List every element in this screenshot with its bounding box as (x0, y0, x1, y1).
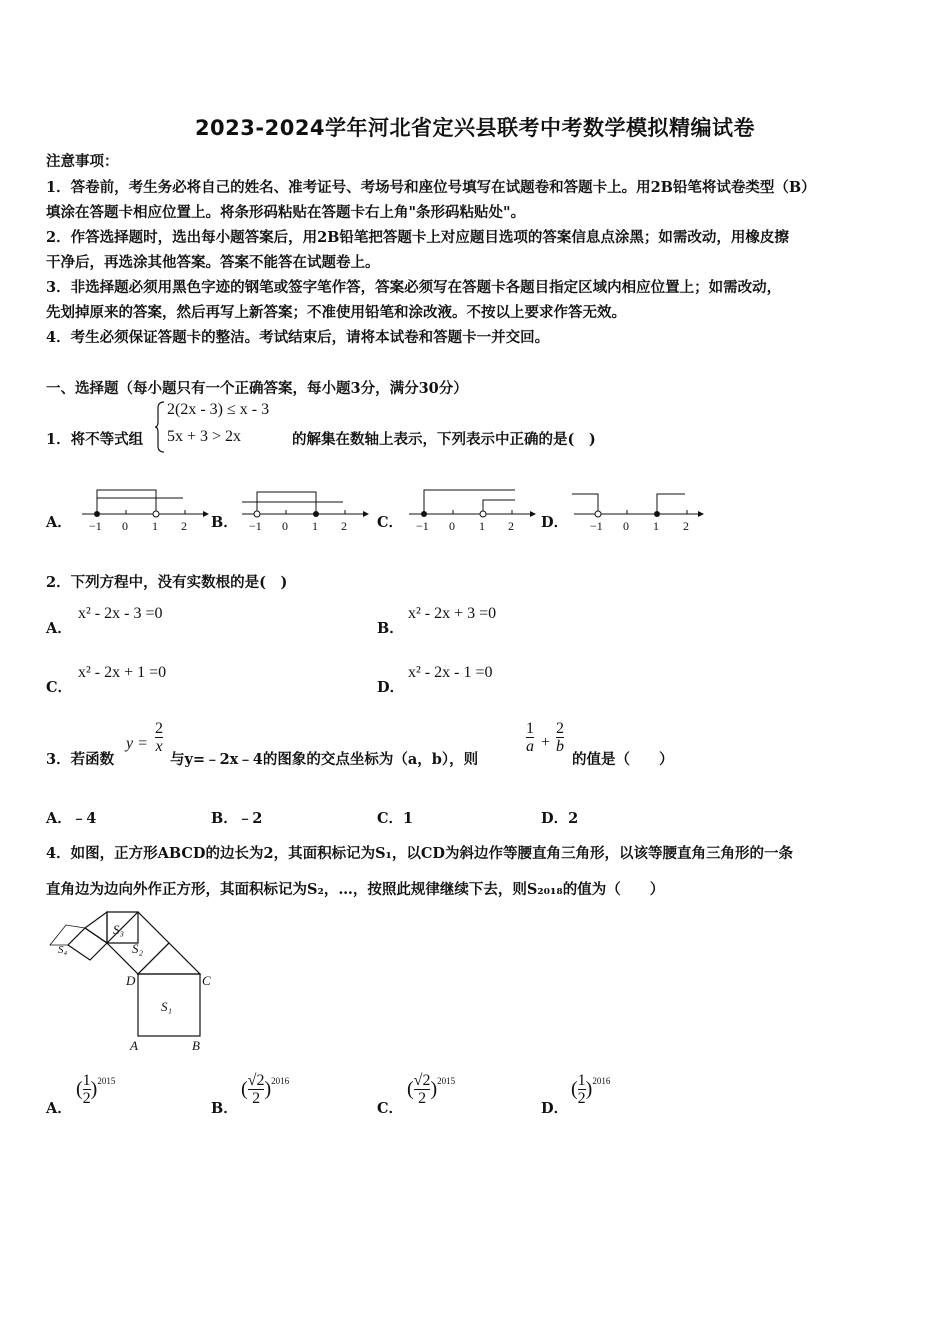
notes-line: 干净后，再选涂其他答案。答案不能答在试题卷上。 (46, 254, 380, 271)
numerator: 2 (155, 720, 163, 737)
section-heading: 一、选择题（每小题只有一个正确答案，每小题3分，满分30分） (46, 380, 468, 397)
notes-line: 3．非选择题必须用黑色字迹的钢笔或签字笔作答，答案必须写在答题卡各题目指定区域内相应位置上；如需改动， (46, 279, 782, 296)
tick-label: 1 (312, 519, 318, 533)
brace-icon (154, 400, 166, 454)
q1-option-a-label: A． (46, 514, 72, 531)
q2-option-d-expr: x² - 2x - 1 =0 (408, 664, 493, 681)
tick-label: 2 (508, 519, 514, 533)
q4-option-c-expr: ( $\frac{√2}{2}$ )$^{2015}$ (407, 1072, 456, 1107)
q1-stem-tail: 的解集在数轴上表示，下列表示中正确的是( ) (292, 431, 596, 448)
q2-option-b-label: B． (377, 620, 404, 637)
q3-stem-tail: 的值是（ ） (572, 751, 674, 768)
q2-option-a-expr: x² - 2x - 3 =0 (78, 605, 163, 622)
q3-fn-fraction (155, 720, 163, 755)
tick-label: 0 (122, 519, 128, 533)
q3-fn-lhs: y = (126, 735, 148, 752)
q4-stem-line-1: 4．如图，正方形ABCD的边长为2，其面积标记为S₁，以CD为斜边作等腰直角三角形，以该等腰直角三角形的一条 (46, 845, 794, 862)
tick-label: 0 (282, 519, 288, 533)
tick-label: 1 (152, 519, 158, 533)
number-line-d (570, 482, 705, 537)
s3-label: S₃ (113, 922, 125, 937)
q2-option-b-expr: x² - 2x + 3 =0 (408, 605, 497, 622)
tick-label: 0 (623, 519, 629, 533)
q2-option-c-label: C． (46, 679, 73, 696)
denominator: b (556, 738, 564, 755)
q1-inequality-2: 5x + 3 > 2x (167, 428, 242, 445)
notes-line: 1．答卷前，考生务必将自己的姓名、准考证号、考场号和座位号填写在试题卷和答题卡上。用2B铅笔将试卷类型（B） (46, 179, 816, 196)
denominator: x (155, 738, 163, 755)
vertex-c: C (202, 973, 211, 988)
q1-option-c-label: C． (377, 514, 404, 531)
tick-label: −1 (590, 519, 603, 533)
plus-sign: + (541, 734, 551, 751)
q2-option-c-expr: x² - 2x + 1 =0 (78, 664, 167, 681)
s1-label: S₁ (161, 999, 173, 1014)
q4-option-d-label: D． (541, 1100, 569, 1117)
q3-fraction-1 (526, 720, 534, 755)
q3-stem-start: 3．若函数 (46, 751, 115, 768)
denominator: a (526, 738, 534, 755)
numerator: 1 (526, 720, 534, 737)
q3-option-c: C．1 (377, 810, 414, 827)
s2-label: S₂ (132, 941, 144, 956)
page-title: 2023-2024学年河北省定兴县联考中考数学模拟精编试卷 (194, 116, 756, 140)
notes-line: 先划掉原来的答案，然后再写上新答案；不准使用铅笔和涂改液。不按以上要求作答无效。 (46, 304, 626, 321)
number-line-c (405, 482, 535, 537)
vertex-a: A (130, 1038, 138, 1053)
notes-line: 4．考生必须保证答题卡的整洁。考试结束后，请将本试卷和答题卡一并交回。 (46, 329, 550, 346)
q2-option-d-label: D． (377, 679, 405, 696)
q4-option-a-label: A． (46, 1100, 72, 1117)
q4-option-c-label: C． (377, 1100, 404, 1117)
q1-option-b-label: B． (211, 514, 238, 531)
tick-label: 2 (683, 519, 689, 533)
q3-fraction-2 (556, 720, 564, 755)
tick-label: 1 (653, 519, 659, 533)
vertex-b: B (192, 1038, 200, 1053)
q4-option-a-expr: ( $\frac{1}{2}$ )$^{2015}$ (76, 1072, 116, 1107)
vertex-d: D (126, 973, 136, 988)
number-line-b (238, 482, 368, 537)
q1-option-d-label: D． (541, 514, 569, 531)
notes-line: 2．作答选择题时，选出每小题答案后，用2B铅笔把答题卡上对应题目选项的答案信息点涂黑；如需改动，用橡皮擦 (46, 229, 789, 246)
q1-inequality-1: 2(2x - 3) ≤ x - 3 (167, 401, 270, 418)
tick-label: −1 (89, 519, 102, 533)
notes-heading: 注意事项： (46, 153, 119, 170)
q3-option-a: A．﹣4 (46, 810, 97, 827)
q4-option-b-label: B． (211, 1100, 238, 1117)
tick-label: 2 (341, 519, 347, 533)
q1-stem: 1．将不等式组 (46, 431, 144, 448)
q4-option-d-expr: ( $\frac{1}{2}$ )$^{2016}$ (571, 1072, 611, 1107)
q4-option-b-expr: ( $\frac{√2}{2}$ )$^{2016}$ (241, 1072, 290, 1107)
q3-option-d: D．2 (541, 810, 579, 827)
tick-label: −1 (416, 519, 429, 533)
tick-label: 2 (181, 519, 187, 533)
tick-label: 0 (449, 519, 455, 533)
q2-option-a-label: A． (46, 620, 72, 637)
number-line-a (78, 482, 208, 537)
s4-label: S₄ (58, 944, 68, 956)
q2-stem: 2．下列方程中，没有实数根的是( ) (46, 574, 288, 591)
notes-line: 填涂在答题卡相应位置上。将条形码粘贴在答题卡右上角"条形码粘贴处"。 (46, 204, 526, 221)
q3-stem-mid: 与y=﹣2x﹣4的图象的交点坐标为（a，b），则 (170, 751, 479, 768)
q3-option-b: B．﹣2 (211, 810, 263, 827)
tick-label: −1 (249, 519, 262, 533)
q4-stem-line-2: 直角边为边向外作正方形，其面积标记为S₂，…，按照此规律继续下去，则S₂₀₁₈的值为（ ） (46, 881, 665, 898)
q4-figure (46, 910, 216, 1055)
tick-label: 1 (479, 519, 485, 533)
numerator: 2 (556, 720, 564, 737)
